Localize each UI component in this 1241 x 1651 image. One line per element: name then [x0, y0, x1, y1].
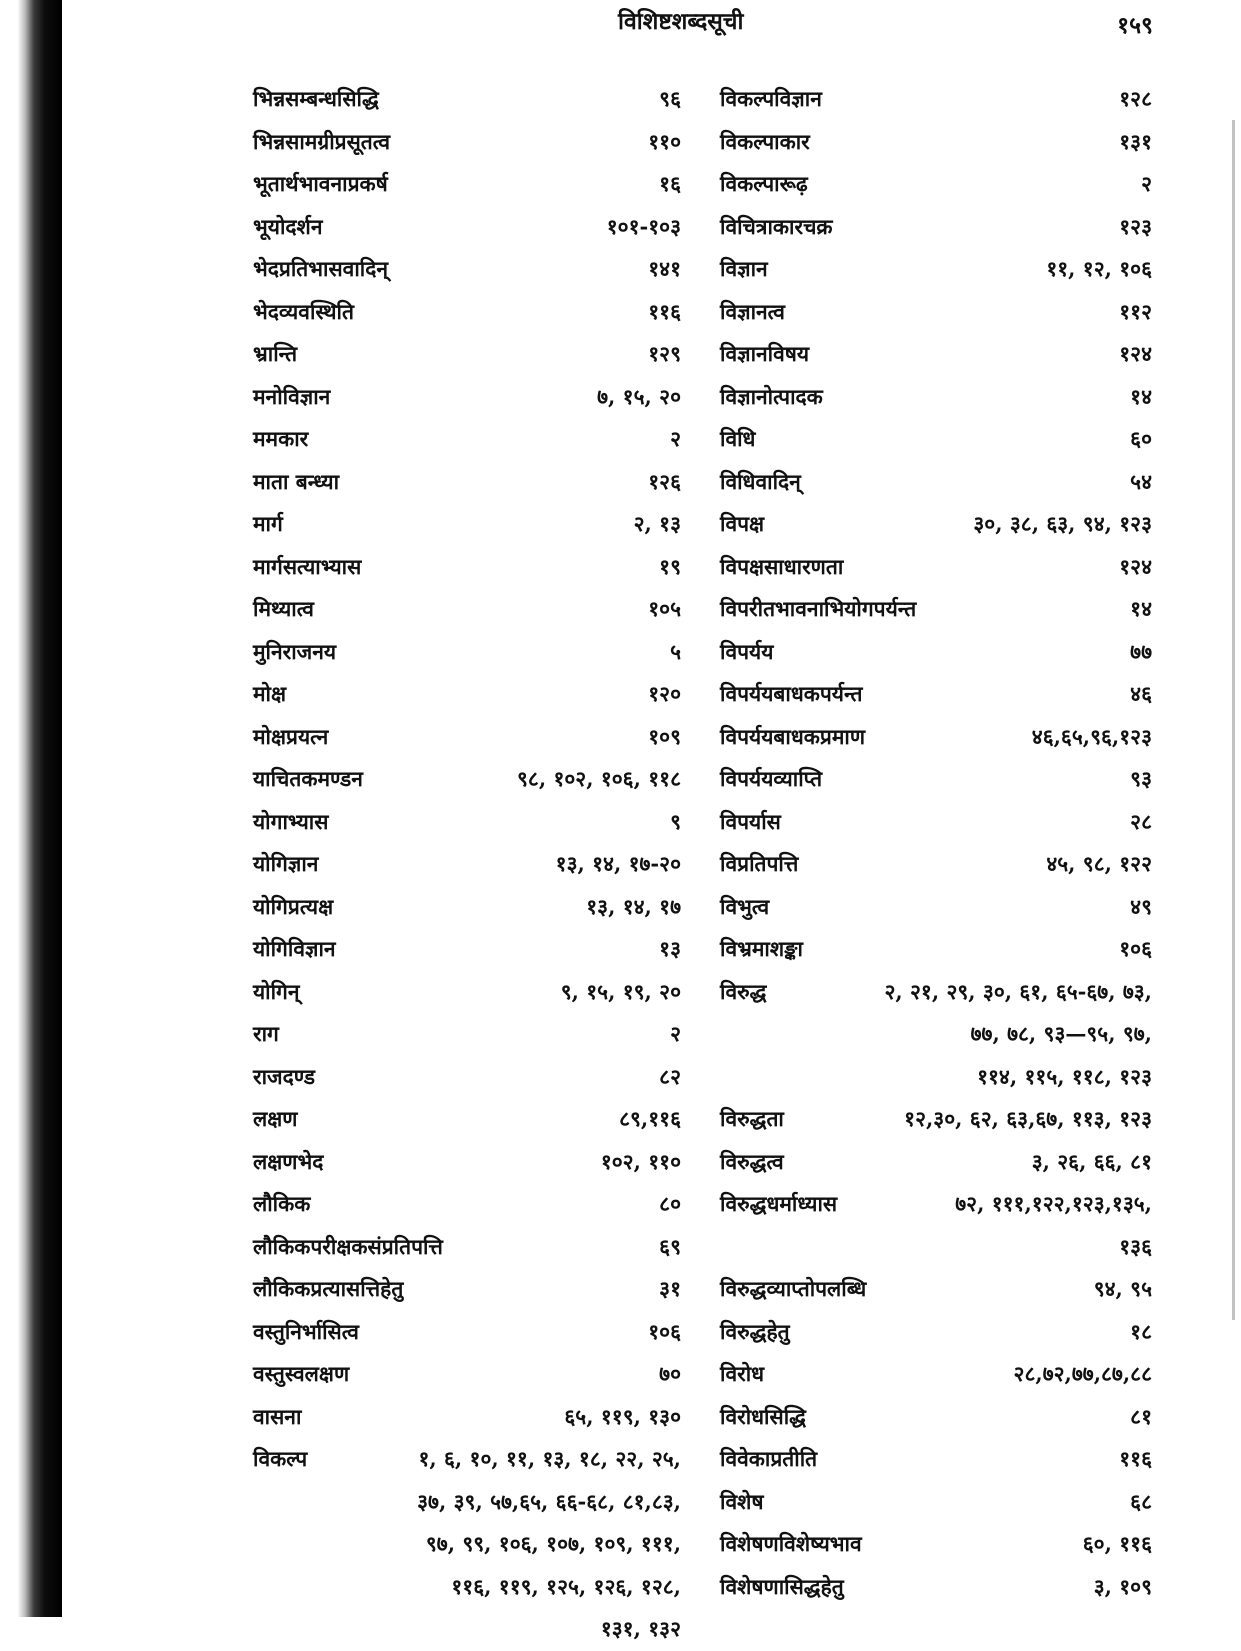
index-entry [253, 248, 681, 291]
page-references: १२६ [648, 468, 681, 494]
index-entry [253, 1268, 681, 1311]
index-entry-first-line [720, 971, 1152, 1014]
index-term: मार्ग [253, 511, 283, 536]
index-entry [253, 758, 681, 801]
page-references: ६९ [659, 1233, 681, 1259]
page-references: २ [1141, 171, 1152, 196]
index-term: विकल्पाकार [720, 128, 810, 154]
index-entry [253, 1353, 681, 1396]
page-references: १४१ [648, 256, 681, 281]
page-references: ८२ [659, 1063, 681, 1089]
index-term: वस्तुनिर्भासित्व [253, 1318, 359, 1344]
index-term: योगाभ्यास [253, 808, 329, 834]
index-term: विज्ञान [720, 256, 768, 281]
index-term: विरुद्धत्व [720, 1148, 784, 1174]
page-references: १३१ [1119, 128, 1152, 154]
page-number: १५९ [1117, 12, 1153, 39]
page-references: १, ६, १०, ११, १३, १८, २२, २५, [418, 1446, 681, 1471]
page-references: २८,७२,७७,८७,८८ [1013, 1361, 1152, 1386]
index-entry [720, 1353, 1152, 1396]
index-term: विभुत्व [720, 893, 770, 919]
index-entry [720, 1268, 1152, 1311]
index-term: विपक्ष [720, 511, 765, 536]
page-references: १२९ [648, 341, 681, 366]
page-references: ११२ [1119, 298, 1152, 324]
index-entry [720, 206, 1152, 249]
running-title: विशिष्टशब्दसूची [618, 8, 744, 35]
index-entry [253, 291, 681, 334]
page-references: १८ [1130, 1318, 1152, 1344]
page-references: १४ [1130, 383, 1152, 409]
page-references-continuation: ९७, ९९, १०६, १०७, १०९, १११, [425, 1531, 681, 1556]
index-term: विशेषणासिद्धहेतु [720, 1573, 844, 1599]
index-term: मोक्षप्रयत्न [253, 723, 329, 749]
page-references: ११६ [648, 298, 681, 324]
page-references: १२४ [1119, 553, 1152, 579]
index-term: विज्ञानत्व [720, 298, 785, 324]
index-entry-first-line [253, 1438, 681, 1481]
page-references: ३, १०९ [1093, 1573, 1152, 1599]
page-references: १२३ [1119, 213, 1152, 239]
index-entry [253, 801, 681, 844]
index-term: भूतार्थभावनाप्रकर्ष [253, 171, 388, 196]
page-references: ७७ [1130, 638, 1152, 664]
index-entry [720, 1311, 1152, 1354]
index-term: विरुद्धव्याप्तोपलब्धि [720, 1276, 867, 1301]
index-term: विरोध [720, 1361, 765, 1386]
index-term: मोक्ष [253, 681, 287, 706]
page-references: ११६ [1119, 1446, 1152, 1471]
page-references: ३१ [659, 1276, 681, 1301]
page-references: १९ [659, 553, 681, 579]
index-entry [720, 843, 1152, 886]
page-references: ४९ [1130, 893, 1152, 919]
index-entry [720, 461, 1152, 504]
index-term: योगिविज्ञान [253, 936, 336, 961]
index-term: विधिवादिन् [720, 468, 801, 494]
page-references-continuation: ७७, ७८, ९३—९५, ९७, [970, 1021, 1152, 1046]
page-references: ८१ [1130, 1403, 1152, 1429]
page-references: १२४ [1119, 341, 1152, 366]
page-references: १३, १४, १७-२० [555, 851, 681, 876]
index-entry [720, 418, 1152, 461]
index-term: विरुद्धधर्माध्यास [720, 1191, 838, 1216]
index-term: विरुद्धहेतु [720, 1318, 790, 1344]
index-entry [720, 546, 1152, 589]
index-term: विरोधसिद्धि [720, 1403, 806, 1429]
index-term: माता बन्ध्या [253, 468, 340, 494]
index-term: विपर्ययबाधकपर्यन्त [720, 681, 863, 706]
page-references: १०१-१०३ [606, 213, 681, 239]
index-term: मिथ्यात्व [253, 596, 314, 621]
page-references: २ [670, 1021, 681, 1046]
index-entry [253, 333, 681, 376]
index-term: लौकिकपरीक्षकसंप्रतिपत्ति [253, 1233, 443, 1259]
index-entry [720, 801, 1152, 844]
page-references: ४६,६५,९६,१२३ [1031, 723, 1152, 749]
page-references: १२० [648, 681, 681, 706]
index-entry [720, 291, 1152, 334]
page-references: १२८ [1119, 86, 1152, 111]
index-entry [253, 928, 681, 971]
index-entry [253, 843, 681, 886]
page-references: २, १३ [633, 511, 681, 536]
index-term: भिन्नसामग्रीप्रसूतत्व [253, 128, 391, 154]
index-entry [253, 121, 681, 164]
index-term: विवेकाप्रतीति [720, 1446, 818, 1471]
index-term: वासना [253, 1403, 302, 1429]
index-entry [720, 78, 1152, 121]
index-term: भ्रान्ति [253, 341, 298, 366]
page-references: २, २१, २९, ३०, ६१, ६५-६७, ७३, [884, 978, 1152, 1004]
page-references: १३ [659, 936, 681, 961]
index-entry-multiline [720, 971, 1152, 1099]
index-entry [253, 631, 681, 674]
page-references: ७, १५, २० [597, 383, 681, 409]
page-references-continuation: ११४, ११५, ११८, १२३ [977, 1063, 1152, 1089]
page-references: १४ [1130, 596, 1152, 621]
index-entry [720, 1523, 1152, 1566]
index-term: राग [253, 1021, 279, 1046]
page-references: ८९,११६ [619, 1106, 681, 1131]
index-term: योगिप्रत्यक्ष [253, 893, 334, 919]
page-edge [1232, 120, 1235, 1320]
page-references: ६० [1130, 426, 1152, 451]
page-references: ४६ [1130, 681, 1152, 706]
index-entry [720, 163, 1152, 206]
index-entry [720, 1481, 1152, 1524]
index-entry [720, 758, 1152, 801]
index-entry [720, 376, 1152, 419]
page-references: १३, १४, १७ [586, 893, 681, 919]
index-entry [720, 588, 1152, 631]
index-term: विकल्पविज्ञान [720, 86, 822, 111]
index-term: ममकार [253, 426, 309, 451]
index-entry [253, 971, 681, 1014]
book-binding-shadow [0, 0, 62, 1617]
index-term: वस्तुस्वलक्षण [253, 1361, 350, 1386]
index-entry-first-line [720, 1183, 1152, 1226]
index-column-left [253, 78, 681, 1651]
page-references: ६५, ११९, १३० [564, 1403, 681, 1429]
index-entry [253, 206, 681, 249]
index-entry-multiline [253, 1438, 681, 1651]
index-term: विपर्यय [720, 638, 774, 664]
index-entry [253, 461, 681, 504]
index-term: राजदण्ड [253, 1063, 315, 1089]
index-entry-multiline [720, 1183, 1152, 1268]
page-references-continuation: ३७, ३९, ५७,६५, ६६-६८, ८१,८३, [417, 1488, 681, 1514]
page-references: ६८ [1130, 1488, 1152, 1514]
index-term: मार्गसत्याभ्यास [253, 553, 362, 579]
index-term: योगिन् [253, 978, 300, 1004]
index-entry [253, 716, 681, 759]
index-term: विकल्पारूढ़ [720, 171, 808, 196]
page-references: ७० [659, 1361, 681, 1386]
page-references-continuation: १३६ [1119, 1233, 1152, 1259]
page-references: ३, २६, ६६, ८१ [1031, 1148, 1152, 1174]
index-entry [253, 1141, 681, 1184]
index-entry [253, 1013, 681, 1056]
index-entry [720, 886, 1152, 929]
index-term: विप्रतिपत्ति [720, 851, 799, 876]
page-references: २ [670, 426, 681, 451]
index-entry [253, 588, 681, 631]
page-references-continuation: १३१, १३२ [600, 1616, 681, 1641]
index-entry [720, 673, 1152, 716]
index-entry [253, 1183, 681, 1226]
index-entry [253, 546, 681, 589]
index-entry [720, 1141, 1152, 1184]
index-term: भेदप्रतिभासवादिन् [253, 256, 389, 281]
index-entry [253, 78, 681, 121]
index-entry [253, 886, 681, 929]
index-term: विपर्यास [720, 808, 781, 834]
page-references: ९८, १०२, १०६, ११८ [517, 766, 681, 791]
index-entry [253, 1056, 681, 1099]
page-references: ९ [670, 808, 681, 834]
index-term: भिन्नसम्बन्धसिद्धि [253, 86, 379, 111]
page-references: ९६ [659, 86, 681, 111]
index-entry [253, 1396, 681, 1439]
page-references-continuation: ११६, ११९, १२५, १२६, १२८, [451, 1573, 681, 1599]
index-term: विपर्ययव्याप्ति [720, 766, 823, 791]
index-entry [720, 1098, 1152, 1141]
index-entry [253, 1226, 681, 1269]
page-references: ७२, १११,१२२,१२३,१३५, [955, 1191, 1152, 1216]
index-term: विधि [720, 426, 756, 451]
index-entry [720, 716, 1152, 759]
page-references: ९३ [1130, 766, 1152, 791]
index-term: विपर्ययबाधकप्रमाण [720, 723, 866, 749]
page-references: ८० [659, 1191, 681, 1216]
index-term: लक्षण [253, 1106, 298, 1131]
page-references: ११, १२, १०६ [1046, 256, 1152, 281]
index-entry [253, 1098, 681, 1141]
page-references: २८ [1130, 808, 1152, 834]
page-references: १०६ [1119, 936, 1152, 961]
page-references: ९, १५, १९, २० [560, 978, 681, 1004]
page-references: ५ [670, 638, 681, 664]
index-term: भेदव्यवस्थिति [253, 298, 354, 324]
index-entry [720, 1566, 1152, 1609]
index-term: योगिज्ञान [253, 851, 319, 876]
index-entry [253, 1311, 681, 1354]
index-term: लौकिकप्रत्यासत्तिहेतु [253, 1276, 404, 1301]
index-entry [720, 248, 1152, 291]
page-references: १६ [659, 171, 681, 196]
index-entry [720, 333, 1152, 376]
index-entry [253, 673, 681, 716]
page-references: ५४ [1130, 468, 1152, 494]
index-entry [253, 503, 681, 546]
index-term: विरुद्ध [720, 978, 767, 1004]
page-header [0, 0, 1241, 46]
index-term: भूयोदर्शन [253, 213, 323, 239]
index-term: विरुद्धता [720, 1106, 784, 1131]
page-references: ६०, ११६ [1082, 1531, 1152, 1556]
page-references: १०२, ११० [600, 1148, 681, 1174]
page-references: १०६ [648, 1318, 681, 1344]
page-references: १०९ [648, 723, 681, 749]
index-term: विकल्प [253, 1446, 308, 1471]
index-entry [253, 376, 681, 419]
index-entry [720, 928, 1152, 971]
index-term: विपरीतभावनाभियोगपर्यन्त [720, 596, 917, 621]
index-term: मुनिराजनय [253, 638, 337, 664]
index-term: विज्ञानविषय [720, 341, 810, 366]
index-entry [720, 1438, 1152, 1481]
index-entry [720, 121, 1152, 164]
index-term: विचित्राकारचक्र [720, 213, 833, 239]
page-references: ३०, ३८, ६३, ९४, १२३ [973, 511, 1152, 536]
index-term: मनोविज्ञान [253, 383, 331, 409]
index-term: विज्ञानोत्पादक [720, 383, 823, 409]
index-entry [253, 418, 681, 461]
index-term: विशेषणविशेष्यभाव [720, 1531, 862, 1556]
index-term: लौकिक [253, 1191, 311, 1216]
index-entry [720, 1396, 1152, 1439]
page-references: ११० [648, 128, 681, 154]
index-column-right [720, 78, 1152, 1608]
index-term: याचितकमण्डन [253, 766, 363, 791]
index-term: विभ्रमाशङ्का [720, 936, 803, 961]
index-term: विपक्षसाधारणता [720, 553, 844, 579]
page-references: १०५ [648, 596, 681, 621]
index-entry [253, 163, 681, 206]
index-term: लक्षणभेद [253, 1148, 324, 1174]
index-entry [720, 503, 1152, 546]
page-references: १२,३०, ६२, ६३,६७, ११३, १२३ [904, 1106, 1152, 1131]
page-references: ९४, ९५ [1093, 1276, 1152, 1301]
index-entry [720, 631, 1152, 674]
index-term: विशेष [720, 1488, 764, 1514]
page-references: ४५, ९८, १२२ [1046, 851, 1152, 876]
